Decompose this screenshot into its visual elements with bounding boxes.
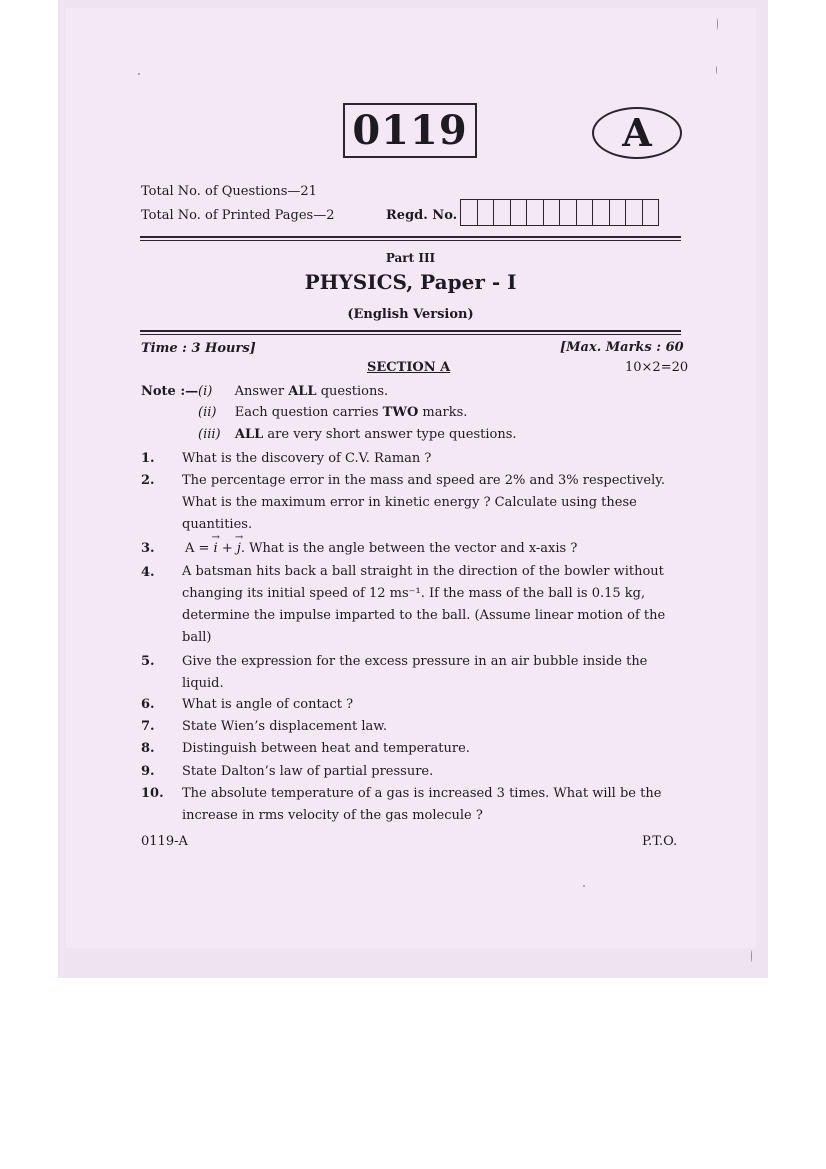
- question-line: Give the expression for the excess pressure in an air bubble inside the: [182, 654, 648, 669]
- question-text: State Wien’s displacement law.: [182, 719, 387, 734]
- question-line: increase in rms velocity of the gas molecule ?: [182, 808, 483, 823]
- note-text: marks.: [418, 405, 468, 420]
- scan-speck: [717, 18, 718, 30]
- question-text: [185, 538, 577, 560]
- paper-code-box: 0119: [343, 103, 477, 158]
- question-text: State Dalton’s law of partial pressure.: [182, 764, 434, 779]
- unit-vector-j: → j: [237, 538, 241, 560]
- question-block: [182, 561, 682, 649]
- note-bold: ALL: [234, 427, 264, 442]
- question-line: ball): [182, 630, 212, 645]
- footer-pto: P.T.O.: [642, 834, 678, 849]
- question-number: 4.: [141, 565, 155, 580]
- total-questions: Total No. of Questions—21: [141, 184, 317, 199]
- total-pages: Total No. of Printed Pages—2: [141, 208, 335, 223]
- question-block: [182, 783, 682, 827]
- question-number: 1.: [141, 451, 155, 466]
- set-letter-oval: A: [592, 107, 682, 159]
- question-line: quantities.: [182, 517, 253, 532]
- regd-digit-box[interactable]: [559, 199, 577, 226]
- question-number: 7.: [141, 719, 155, 734]
- regd-digit-box[interactable]: [543, 199, 561, 226]
- regd-number-boxes[interactable]: [461, 199, 659, 226]
- regd-digit-box[interactable]: [576, 199, 594, 226]
- question-rest: . What is the angle between the vector and x-axis ?: [240, 541, 578, 556]
- question-number: 5.: [141, 654, 155, 669]
- note-text: Each question carries: [234, 405, 383, 420]
- regd-digit-box[interactable]: [460, 199, 478, 226]
- regd-digit-box[interactable]: [625, 199, 643, 226]
- question-line: changing its initial speed of 12 ms⁻¹. If the mass of the ball is 0.15 kg,: [182, 586, 646, 601]
- question-line: The percentage error in the mass and speed are 2% and 3% respectively.: [182, 473, 665, 488]
- scan-speck: [583, 885, 585, 887]
- regd-digit-box[interactable]: [642, 199, 660, 226]
- paper-title: PHYSICS, Paper - I: [304, 270, 517, 294]
- plus-sign: +: [217, 541, 237, 556]
- regd-digit-box[interactable]: [493, 199, 511, 226]
- note-item: [198, 384, 388, 399]
- question-number: 6.: [141, 697, 155, 712]
- unit-vector-i: → i: [214, 538, 218, 560]
- question-line: The absolute temperature of a gas is increased 3 times. What will be the: [182, 786, 662, 801]
- scan-speck: [751, 950, 752, 962]
- section-heading: SECTION A: [367, 360, 451, 375]
- divider: [140, 240, 681, 241]
- note-roman: (i): [198, 384, 213, 399]
- note-label: Note :—: [141, 384, 199, 399]
- question-line: A batsman hits back a ball straight in the direction of the bowler without: [182, 564, 664, 579]
- regd-digit-box[interactable]: [592, 199, 610, 226]
- scan-speck: [716, 66, 717, 74]
- regd-digit-box[interactable]: [477, 199, 495, 226]
- vector-lhs: A =: [185, 541, 214, 556]
- footer-code: 0119-A: [141, 834, 188, 849]
- divider: [140, 330, 681, 332]
- note-text: Answer: [234, 384, 289, 399]
- question-number: 10.: [141, 786, 164, 801]
- note-text: are very short answer type questions.: [263, 427, 517, 442]
- regd-digit-box[interactable]: [510, 199, 528, 226]
- question-text: What is angle of contact ?: [182, 697, 354, 712]
- note-roman: (iii): [198, 427, 221, 442]
- divider: [140, 334, 681, 335]
- question-number: 9.: [141, 764, 155, 779]
- question-line: What is the maximum error in kinetic energy ? Calculate using these: [182, 495, 637, 510]
- note-item: [198, 427, 517, 442]
- regd-digit-box[interactable]: [526, 199, 544, 226]
- section-marks: 10×2=20: [625, 360, 689, 375]
- note-bold: ALL: [288, 384, 317, 399]
- question-number: 8.: [141, 741, 155, 756]
- version-label: (English Version): [347, 307, 474, 322]
- divider: [140, 236, 681, 238]
- question-text: What is the discovery of C.V. Raman ?: [182, 451, 432, 466]
- question-text: Distinguish between heat and temperature.: [182, 741, 470, 756]
- part-label: Part III: [385, 251, 436, 265]
- note-item: [198, 405, 467, 420]
- note-text: questions.: [316, 384, 389, 399]
- max-marks: [Max. Marks : 60: [560, 340, 684, 355]
- question-line: determine the impulse imparted to the ball. (Assume linear motion of the: [182, 608, 666, 623]
- question-block: [182, 470, 682, 536]
- regd-label: Regd. No.: [386, 208, 458, 223]
- note-bold: TWO: [382, 405, 419, 420]
- question-number: 3.: [141, 541, 155, 556]
- question-block: [182, 651, 682, 695]
- time-label: Time : 3 Hours]: [141, 341, 256, 356]
- regd-digit-box[interactable]: [609, 199, 627, 226]
- question-number: 2.: [141, 473, 155, 488]
- question-line: liquid.: [182, 676, 224, 691]
- scan-speck: [138, 73, 140, 75]
- note-roman: (ii): [198, 405, 217, 420]
